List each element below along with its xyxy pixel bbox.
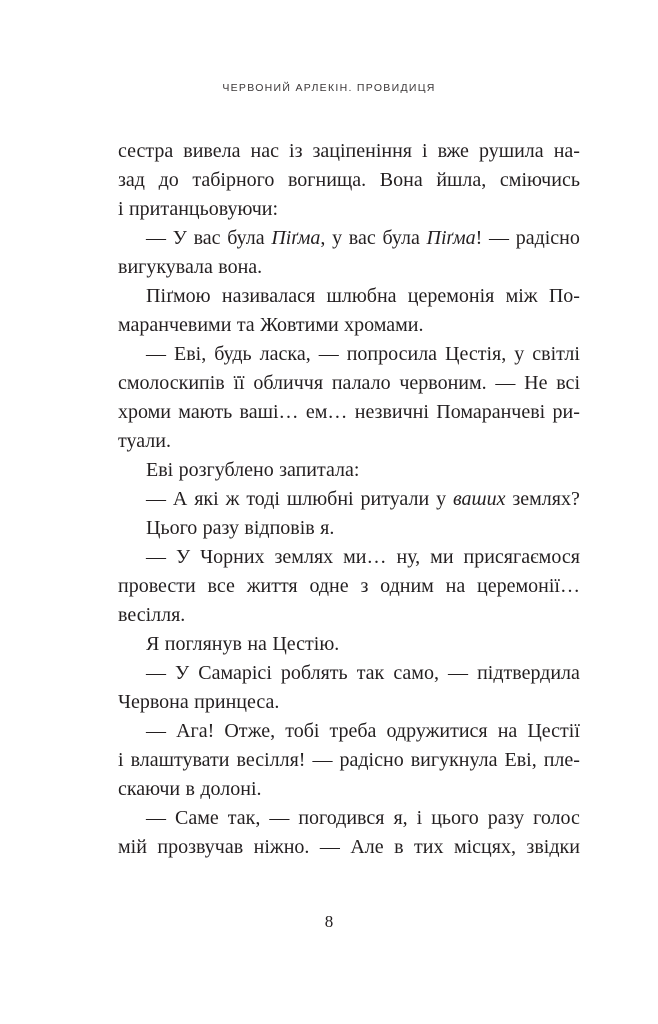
word: ж: [225, 488, 240, 510]
text-line: [118, 804, 580, 833]
text-line: [118, 282, 580, 311]
word: —: [146, 662, 166, 684]
word: ніжно.: [253, 836, 310, 858]
word: Цестії: [527, 720, 580, 742]
text-line: [118, 398, 580, 427]
word: обличчя: [253, 372, 324, 394]
word: тих: [414, 836, 444, 858]
word: Піґмою: [146, 285, 211, 307]
word: одним: [380, 575, 434, 597]
word: нас: [250, 140, 279, 162]
text-line: [118, 137, 580, 166]
word: —: [146, 343, 166, 365]
word: табірного: [192, 169, 275, 191]
word: на: [497, 720, 518, 742]
word: так: [356, 662, 385, 684]
word: і: [118, 749, 124, 771]
word: тоді: [246, 488, 280, 510]
word: погодився: [298, 807, 385, 829]
word: весілля!: [236, 749, 306, 771]
word: Цестію.: [272, 633, 340, 655]
word: одне: [309, 575, 349, 597]
word: попросила: [346, 343, 438, 365]
word: ласка,: [259, 343, 311, 365]
word: радісно: [339, 749, 404, 771]
word: У: [175, 662, 190, 684]
word: у: [332, 227, 343, 249]
word: церемонії…: [477, 575, 580, 597]
word: роблять: [280, 662, 348, 684]
word: ри-: [552, 401, 580, 423]
word: присягаємося: [463, 546, 580, 568]
word: запитала:: [279, 459, 360, 481]
word: маранчевими: [118, 314, 232, 336]
word: і: [422, 140, 428, 162]
word: Я: [146, 633, 160, 655]
word: треба: [329, 720, 377, 742]
word: смолоскипів: [118, 372, 225, 394]
italic-word: Піґма: [271, 227, 321, 249]
word: на-: [553, 140, 580, 162]
word: і: [118, 198, 124, 220]
word: із: [289, 140, 303, 162]
text-line: [118, 456, 580, 485]
word: У: [175, 546, 191, 568]
text-line: [118, 311, 580, 340]
word: заціпеніння: [312, 140, 412, 162]
text-line: [118, 659, 580, 688]
word: землях?: [512, 488, 580, 510]
text-line: [118, 166, 580, 195]
word: долоні.: [200, 778, 262, 800]
word: ритуали: [360, 488, 430, 510]
word: життя: [246, 575, 298, 597]
text-line: [118, 688, 580, 717]
word: скаючи: [118, 778, 181, 800]
word: вивела: [183, 140, 241, 162]
word: У: [172, 227, 187, 249]
word: розгублено: [178, 459, 274, 481]
word: —: [318, 343, 339, 365]
word: —: [448, 662, 469, 684]
word: —: [146, 720, 166, 742]
word: Еві: [146, 459, 174, 481]
word: була: [227, 227, 265, 249]
word: в: [394, 836, 404, 858]
word: називалася: [221, 285, 316, 307]
word: Еві,: [174, 343, 207, 365]
word: у: [436, 488, 447, 510]
word: вигукнула: [410, 749, 498, 771]
word: у: [514, 343, 525, 365]
word: Чорних: [200, 546, 265, 568]
word: радісно: [515, 227, 580, 249]
text-line: [118, 717, 580, 746]
word: які: [194, 488, 219, 510]
word: Але: [350, 836, 384, 858]
italic-word: ваших: [452, 488, 506, 510]
word: Цього: [146, 517, 198, 539]
word: ми: [430, 546, 454, 568]
word: принцеса.: [194, 691, 280, 713]
word: [271, 224, 325, 253]
word: була: [382, 227, 420, 249]
word: —: [146, 546, 166, 568]
word: Еві,: [504, 749, 537, 771]
word: цього: [431, 807, 479, 829]
word: на: [445, 575, 466, 597]
word: Ага!: [176, 720, 215, 742]
word: мій: [118, 836, 147, 858]
text-line: [118, 253, 580, 282]
text-line: [118, 601, 580, 630]
word: пле-: [543, 749, 580, 771]
word: —: [269, 807, 290, 829]
text-line: [118, 833, 580, 862]
word: Самарісі: [198, 662, 272, 684]
text-line: [118, 224, 580, 253]
word: —: [146, 227, 166, 249]
word: вже: [437, 140, 469, 162]
word: відповів: [244, 517, 315, 539]
word: голос: [533, 807, 580, 829]
word: туали.: [118, 430, 171, 452]
word: поглянув: [164, 633, 242, 655]
text-line: [118, 427, 580, 456]
word: —: [312, 749, 333, 771]
italic-word: Піґма: [426, 227, 476, 249]
word: всі: [556, 372, 580, 394]
word: Червона: [118, 691, 189, 713]
word: прозвучав: [157, 836, 244, 858]
word: зад: [118, 169, 145, 191]
word-suffix: ,: [320, 227, 326, 249]
word: до: [158, 169, 179, 191]
word: —: [495, 372, 516, 394]
word: в: [185, 778, 195, 800]
word: вас: [348, 227, 376, 249]
word: вона.: [218, 256, 263, 278]
word: світлі: [532, 343, 580, 365]
word: одружитися: [386, 720, 488, 742]
word: шлюбна: [326, 285, 397, 307]
word: Отже,: [224, 720, 276, 742]
word: будь: [214, 343, 252, 365]
word: тобі: [285, 720, 320, 742]
word: вас: [193, 227, 221, 249]
word: весілля.: [118, 604, 186, 626]
word: разу: [487, 807, 525, 829]
word: ваші…: [239, 401, 299, 423]
word-suffix: !: [475, 227, 483, 249]
word: Помаранчеві: [436, 401, 546, 423]
word: її: [233, 372, 245, 394]
word: ну,: [396, 546, 421, 568]
text-line: [118, 746, 580, 775]
word: Не: [524, 372, 548, 394]
text-line: [118, 775, 580, 804]
word: А: [172, 488, 188, 510]
word: [453, 485, 506, 514]
running-header: ЧЕРВОНИЙ АРЛЕКІН. ПРОВИДИЦЯ: [222, 82, 436, 94]
text-line: [118, 572, 580, 601]
word: ми…: [343, 546, 387, 568]
word: мають: [178, 401, 233, 423]
word: на: [247, 633, 267, 655]
word: Жовтими: [260, 314, 339, 336]
word: По-: [548, 285, 580, 307]
word: вигукувала: [118, 256, 213, 278]
word: сестра: [118, 140, 174, 162]
word: сміючись: [499, 169, 580, 191]
word: церемонія: [407, 285, 495, 307]
word: незвичні: [354, 401, 429, 423]
word: палало: [331, 372, 391, 394]
word: так,: [227, 807, 261, 829]
word: —: [146, 807, 166, 829]
word: —: [319, 836, 340, 858]
word: і: [416, 807, 423, 829]
text-line: [118, 340, 580, 369]
word: місцях,: [453, 836, 516, 858]
text-line: [118, 514, 580, 543]
word: влаштувати: [130, 749, 230, 771]
word: разу: [202, 517, 240, 539]
page-number: 8: [324, 912, 334, 931]
word: землях: [274, 546, 334, 568]
word: підтвердила: [477, 662, 580, 684]
word: шлюбні: [286, 488, 354, 510]
text-line: [118, 485, 580, 514]
word: —: [146, 488, 166, 510]
word: між: [505, 285, 538, 307]
word: я,: [393, 807, 408, 829]
word: Вона: [379, 169, 423, 191]
body-text: [118, 137, 580, 862]
word: провести: [118, 575, 196, 597]
word: звідки: [526, 836, 580, 858]
word: рушила: [478, 140, 544, 162]
text-line: [118, 369, 580, 398]
word: йшла,: [436, 169, 487, 191]
word: ем…: [305, 401, 348, 423]
word: Саме: [175, 807, 219, 829]
word: з: [360, 575, 369, 597]
text-line: [118, 195, 580, 224]
word: все: [207, 575, 235, 597]
text-line: [118, 630, 580, 659]
word: та: [236, 314, 255, 336]
word: Цестія,: [445, 343, 507, 365]
word: пританцьовуючи:: [128, 198, 279, 220]
word: хроми: [118, 401, 171, 423]
word: вогнища.: [287, 169, 367, 191]
word: червоним.: [399, 372, 487, 394]
word: само,: [393, 662, 439, 684]
text-line: [118, 543, 580, 572]
word: [427, 224, 483, 253]
word: —: [488, 227, 509, 249]
word: хромами.: [344, 314, 424, 336]
word: я.: [320, 517, 335, 539]
